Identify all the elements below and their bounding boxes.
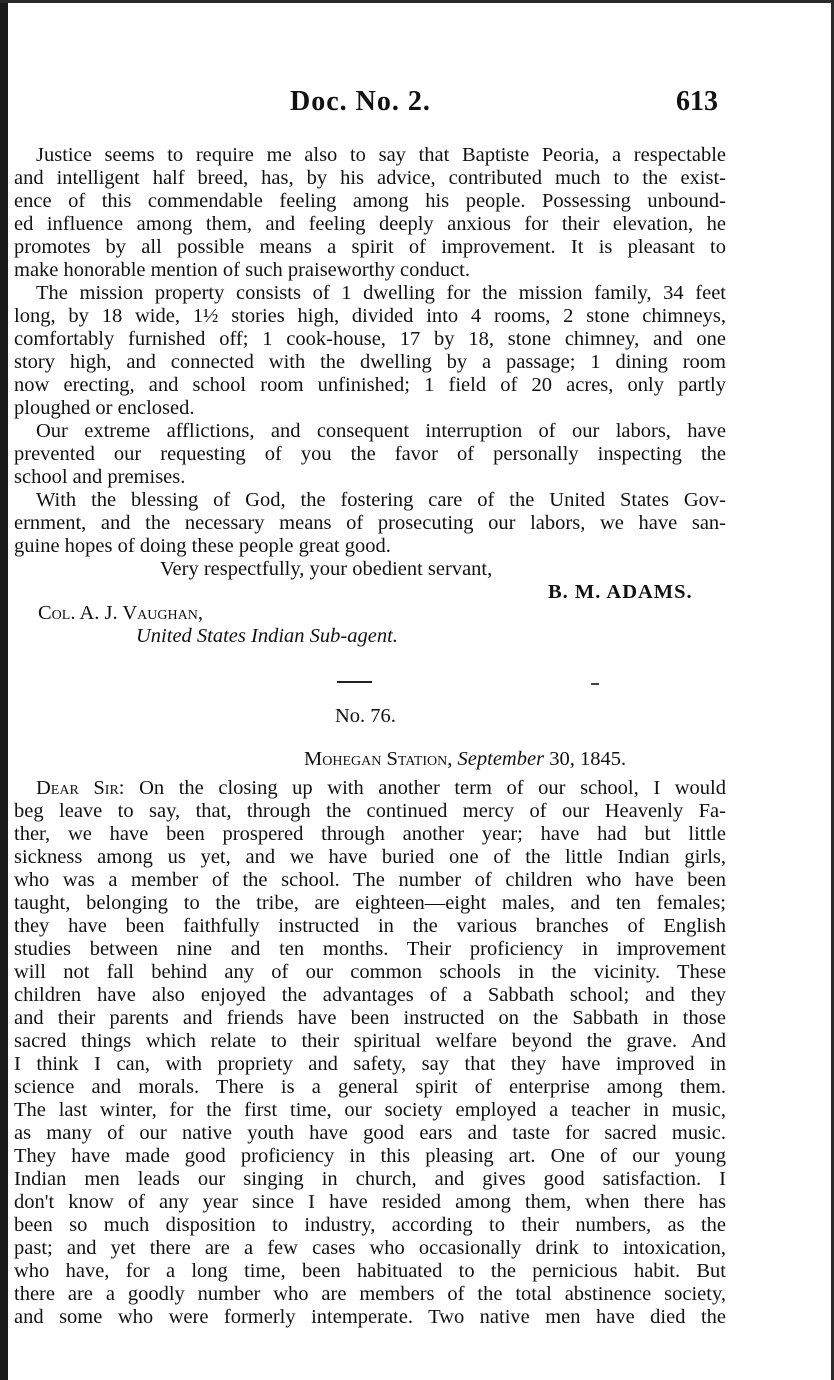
text-line: science and morals. There is a general spirit of enterprise among them.: [14, 1076, 726, 1098]
text-line: ence of this commendable feeling among his people. Possessing unbound-: [14, 190, 726, 212]
text-line: prevented our requesting of you the favor of personally inspecting the: [14, 443, 726, 465]
letter-number: No. 76.: [335, 705, 396, 727]
text-line: ther, we have been prospered through another year; have had but little: [14, 823, 726, 845]
text-line: I think I can, with propriety and safety, say that they have improved in: [14, 1053, 726, 1075]
text-line: they have been faithfully instructed in the various branches of English: [14, 915, 726, 937]
text-line: make honorable mention of such praiseworthy conduct.: [14, 259, 470, 281]
text-line: and some who were formerly intemperate. Two native men have died the: [14, 1306, 726, 1328]
running-head: [0, 86, 834, 126]
text-line: long, by 18 wide, 1½ stories high, divided into 4 rooms, 2 stone chimneys,: [14, 305, 726, 327]
salutation-continuation: On the closing up with another term of our school, I would: [139, 777, 726, 799]
text-line: will not fall behind any of our common schools in the vicinity. These: [14, 961, 726, 983]
dateline-text: [304, 748, 626, 771]
text-line: school and premises.: [14, 466, 186, 488]
text-line: as many of our native youth have good ears and taste for sacred music.: [14, 1122, 726, 1144]
text-line: studies between nine and ten months. Their proficiency in improvement: [14, 938, 726, 960]
text-line: Our extreme afflictions, and consequent interruption of our labors, have: [36, 420, 726, 442]
text-line: who have, for a long time, been habituated to the pernicious habit. But: [14, 1260, 726, 1282]
text-line: story high, and connected with the dwelling by a passage; 1 dining room: [14, 351, 726, 373]
text-line: Indian men leads our singing in church, and gives good satisfaction. I: [14, 1168, 726, 1190]
letter1-body: [14, 144, 726, 558]
text-line-salutation: [14, 777, 726, 800]
text-line: sacred things which relate to their spiritual welfare beyond the grave. And: [14, 1030, 726, 1052]
scan-edge-left: [0, 0, 8, 1380]
text-line: don't know of any year since I have resided among them, when there has: [14, 1191, 726, 1213]
scan-edge-top: [0, 0, 834, 3]
text-line: been so much disposition to industry, according to their numbers, as the: [14, 1214, 726, 1236]
text-line: The mission property consists of 1 dwelling for the mission family, 34 feet: [36, 282, 726, 304]
dateline-place: Mohegan Station,: [304, 748, 453, 770]
dateline-day-year: 30, 1845.: [549, 748, 627, 770]
text-line: and their parents and friends have been instructed on the Sabbath in those: [14, 1007, 726, 1029]
text-line: sickness among us yet, and we have buried one of the little Indian girls,: [14, 846, 726, 868]
text-line: taught, belonging to the tribe, are eighteen—eight males, and ten females;: [14, 892, 726, 914]
dateline: [14, 748, 726, 772]
text-line: there are a goodly number who are members of the total abstinence society,: [14, 1283, 726, 1305]
text-line: ernment, and the necessary means of prosecuting our labors, we have san-: [14, 512, 726, 534]
text-line: comfortably furnished off; 1 cook-house, 17 by 18, stone chimney, and one: [14, 328, 726, 350]
text-line: children have also enjoyed the advantages of a Sabbath school; and they: [14, 984, 726, 1006]
document-label: Doc. No. 2.: [290, 86, 431, 117]
text-line: The last winter, for the first time, our society employed a teacher in music,: [14, 1099, 726, 1121]
addressee-name: Col. A. J. Vaughan,: [38, 602, 203, 624]
stray-mark: [591, 683, 599, 685]
letter2-body: [14, 777, 726, 1329]
text-line: now erecting, and school room unfinished; 1 field of 20 acres, only partly: [14, 374, 726, 396]
dateline-month: September: [457, 748, 545, 770]
text-line: ploughed or enclosed.: [14, 397, 195, 419]
text-line: promotes by all possible means a spirit of improvement. It is pleasant to: [14, 236, 726, 258]
text-line: and intelligent half breed, has, by his advice, contributed much to the exist-: [14, 167, 726, 189]
page-number: 613: [676, 86, 718, 117]
letter1-closing: [14, 558, 726, 648]
closing-text: Very respectfully, your obedient servant,: [160, 558, 493, 580]
text-line: who was a member of the school. The number of children who have been: [14, 869, 726, 891]
signature: B. M. ADAMS.: [548, 581, 693, 603]
text-line: They have made good proficiency in this pleasing art. One of our young: [14, 1145, 726, 1167]
text-line: With the blessing of God, the fostering care of the United States Gov-: [36, 489, 726, 511]
text-line: past; and yet there are a few cases who occasionally drink to intoxication,: [14, 1237, 726, 1259]
text-line: guine hopes of doing these people great good.: [14, 535, 391, 557]
section-divider: [337, 681, 372, 683]
text-line: ed influence among them, and feeling deeply anxious for their elevation, he: [14, 213, 726, 235]
text-line: beg leave to say, that, through the continued mercy of our Heavenly Fa-: [14, 800, 726, 822]
text-line: Justice seems to require me also to say that Baptiste Peoria, a respectable: [36, 144, 726, 166]
addressee-title: United States Indian Sub-agent.: [136, 625, 398, 647]
salutation: Dear Sir:: [36, 777, 125, 799]
